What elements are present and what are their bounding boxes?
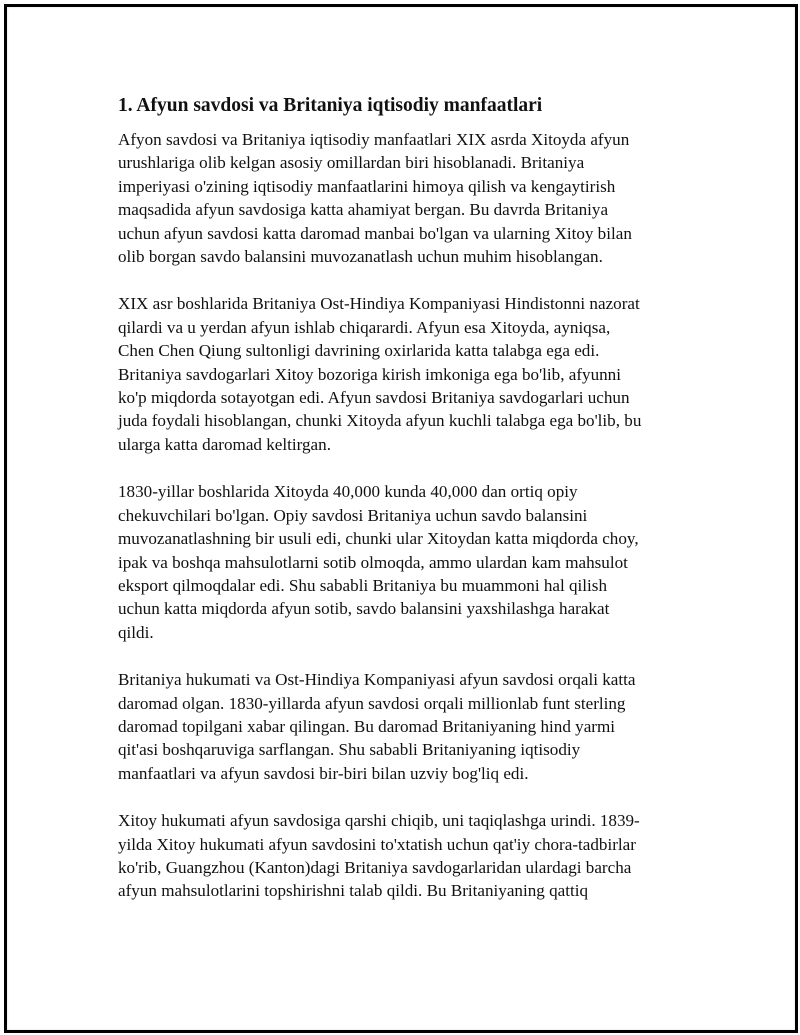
text-line: XIX asr boshlarida Britaniya Ost-Hindiya Kompaniyasi Hindistonni nazorat [118, 294, 640, 314]
text-line: Xitoy hukumati afyun savdosiga qarshi chiqib, uni taqiqlashga urindi. 1839- [118, 811, 640, 831]
text-line: qit'asi boshqaruviga sarflangan. Shu sababli Britaniyaning iqtisodiy [118, 740, 581, 760]
section-heading: 1. Afyun savdosi va Britaniya iqtisodiy manfaatlari [118, 95, 543, 116]
text-line: juda foydali hisoblangan, chunki Xitoyda afyun kuchli talabga ega bo'lib, bu [118, 411, 642, 431]
text-line: manfaatlari va afyun savdosi bir-biri bilan uzviy bog'liq edi. [118, 763, 529, 783]
text-line: Britaniya savdogarlari Xitoy bozoriga kirish imkoniga ega bo'lib, afyunni [118, 364, 621, 384]
text-line: yilda Xitoy hukumati afyun savdosini to'xtatish uchun qat'iy chora-tadbirlar [118, 834, 636, 854]
text-line: ko'rib, Guangzhou (Kanton)dagi Britaniya savdogarlaridan ulardagi barcha [118, 857, 632, 877]
text-line: ipak va boshqa mahsulotlarni sotib olmoqda, ammo ulardan kam mahsulot [118, 552, 628, 572]
paragraph-3 [118, 480, 684, 644]
text-line: uchun katta miqdorda afyun sotib, savdo balansini yaxshilashga harakat [118, 599, 610, 619]
paragraph-2 [118, 292, 684, 456]
text-line: eksport qilmoqdalar edi. Shu sababli Britaniya bu muammoni hal qilish [118, 575, 607, 595]
text-line: imperiyasi o'zining iqtisodiy manfaatlarini himoya qilish va kengaytirish [118, 176, 616, 196]
text-line: ularga katta daromad keltirgan. [118, 434, 331, 454]
text-line: olib borgan savdo balansini muvozanatlash uchun muhim hisoblangan. [118, 247, 603, 267]
text-line: muvozanatlashning bir usuli edi, chunki ular Xitoydan katta miqdorda choy, [118, 529, 639, 549]
text-line: Chen Chen Qiung sultonligi davrining oxirlarida katta talabga ega edi. [118, 341, 600, 361]
text-line: daromad olgan. 1830-yillarda afyun savdosi orqali millionlab funt sterling [118, 693, 626, 713]
paragraph-4 [118, 668, 684, 785]
text-line: chekuvchilari bo'lgan. Opiy savdosi Britaniya uchun savdo balansini [118, 505, 588, 525]
paragraph-5 [118, 809, 684, 903]
text-line: afyun mahsulotlarini topshirishni talab qildi. Bu Britaniyaning qattiq [118, 881, 589, 901]
paragraph-1 [118, 128, 684, 268]
text-line: Afyon savdosi va Britaniya iqtisodiy manfaatlari XIX asrda Xitoyda afyun [118, 130, 630, 149]
text-line: qildi. [118, 622, 154, 642]
text-line: Britaniya hukumati va Ost-Hindiya Kompaniyasi afyun savdosi orqali katta [118, 670, 636, 690]
text-line: daromad topilgani xabar qilingan. Bu daromad Britaniyaning hind yarmi [118, 716, 616, 736]
text-line: 1830-yillar boshlarida Xitoyda 40,000 kunda 40,000 dan ortiq opiy [118, 482, 578, 502]
text-line: uchun afyun savdosi katta daromad manbai bo'lgan va ularning Xitoy bilan [118, 223, 632, 243]
text-line: maqsadida afyun savdosiga katta ahamiyat bergan. Bu davrda Britaniya [118, 200, 609, 220]
text-line: urushlariga olib kelgan asosiy omillardan biri hisoblanadi. Britaniya [118, 153, 585, 173]
text-line: ko'p miqdorda sotayotgan edi. Afyun savdosi Britaniya savdogarlari uchun [118, 388, 630, 408]
text-line: qilardi va u yerdan afyun ishlab chiqarardi. Afyun esa Xitoyda, ayniqsa, [118, 317, 611, 337]
document-body [118, 92, 684, 927]
